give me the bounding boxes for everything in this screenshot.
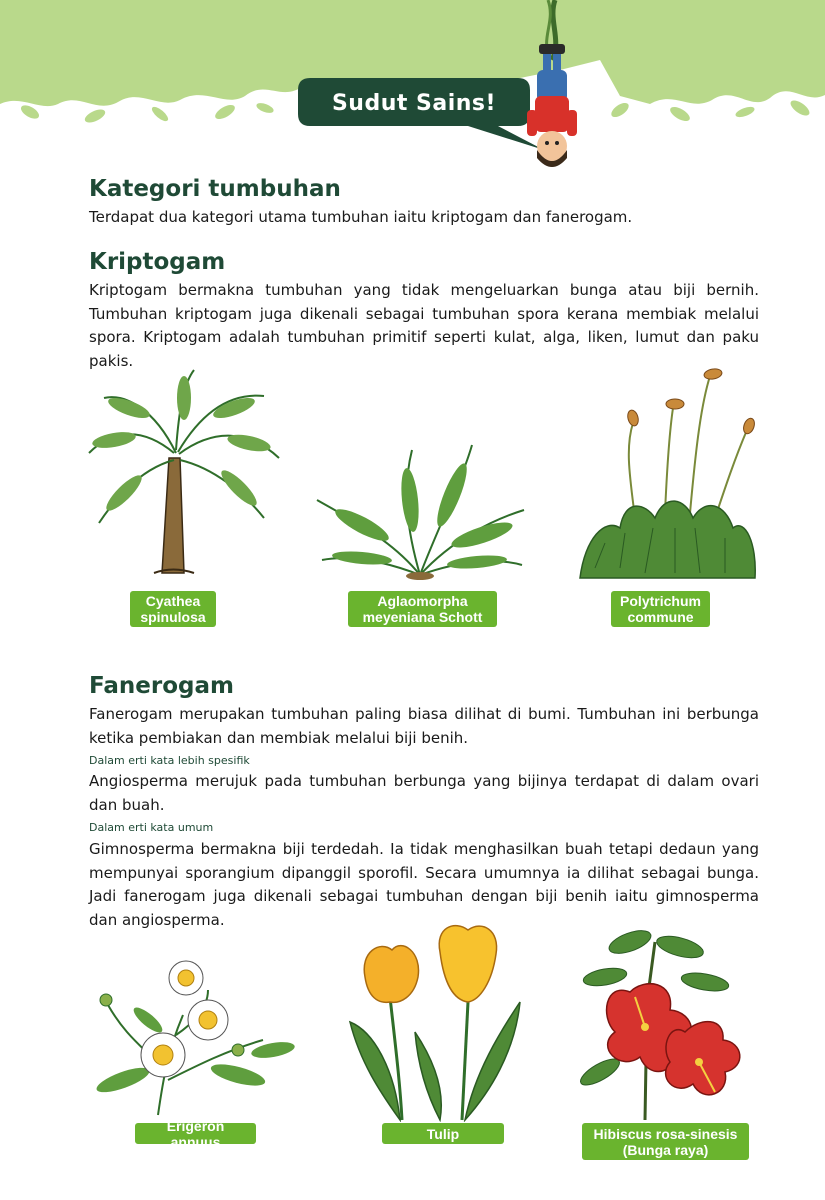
tree-fern-icon xyxy=(84,368,284,583)
text-fanerogam-3: Gimnosperma bermakna biji terdedah. Ia tidak menghasilkan buah tetapi dedaun yang mempunyai sporangium dipanggil sporofil. Secara umumnya ia dilihat sebagai bunga. Jadi fanerogam juga dikenali sebagai tumbuhan dengan biji benih iaitu gimnosperma dan angiosperma. xyxy=(89,840,759,929)
heading-kategori: Kategori tumbuhan xyxy=(89,176,341,202)
moss-icon xyxy=(575,368,760,580)
heading-kriptogam: Kriptogam xyxy=(89,249,226,275)
banner-title: Sudut Sains! xyxy=(331,91,497,116)
label-polytrichum: Polytrichum commune xyxy=(611,591,710,627)
heading-fanerogam: Fanerogam xyxy=(89,673,234,699)
label-aglaomorpha: Aglaomorpha meyeniana Schott xyxy=(348,591,497,627)
note-umum: Dalam erti kata umum xyxy=(89,821,214,834)
text-fanerogam-2: Angiosperma merujuk pada tumbuhan berbunga yang bijinya terdapat di dalam ovari dan buah. xyxy=(89,772,759,814)
label-hibiscus: Hibiscus rosa-sinesis (Bunga raya) xyxy=(582,1123,749,1160)
text-kriptogam: Kriptogam bermakna tumbuhan yang tidak mengeluarkan bunga atau biji bernih. Tumbuhan kriptogam juga dikenali sebagai tumbuhan spora kerana membiak melalui spora. Kriptogam adalah tumbuhan primitif seperti kulat, alga, liken, lumut dan paku pakis. xyxy=(89,281,759,370)
tulip-icon xyxy=(340,922,530,1122)
label-tulip: Tulip xyxy=(382,1123,504,1144)
label-erigeron: Erigeron annuus xyxy=(135,1123,256,1144)
hanging-boy-mascot-icon xyxy=(515,0,585,180)
note-spesifik: Dalam erti kata lebih spesifik xyxy=(89,754,250,767)
text-kategori: Terdapat dua kategori utama tumbuhan iaitu kriptogam dan fanerogam. xyxy=(89,208,633,226)
fern-icon xyxy=(312,440,527,580)
hibiscus-icon xyxy=(575,922,750,1122)
label-cyathea: Cyathea spinulosa xyxy=(130,591,216,627)
text-fanerogam-1: Fanerogam merupakan tumbuhan paling biasa dilihat di bumi. Tumbuhan ini berbunga ketika pembiakan dan membiak melalui biji benih. xyxy=(89,705,759,747)
daisy-icon xyxy=(88,960,303,1120)
